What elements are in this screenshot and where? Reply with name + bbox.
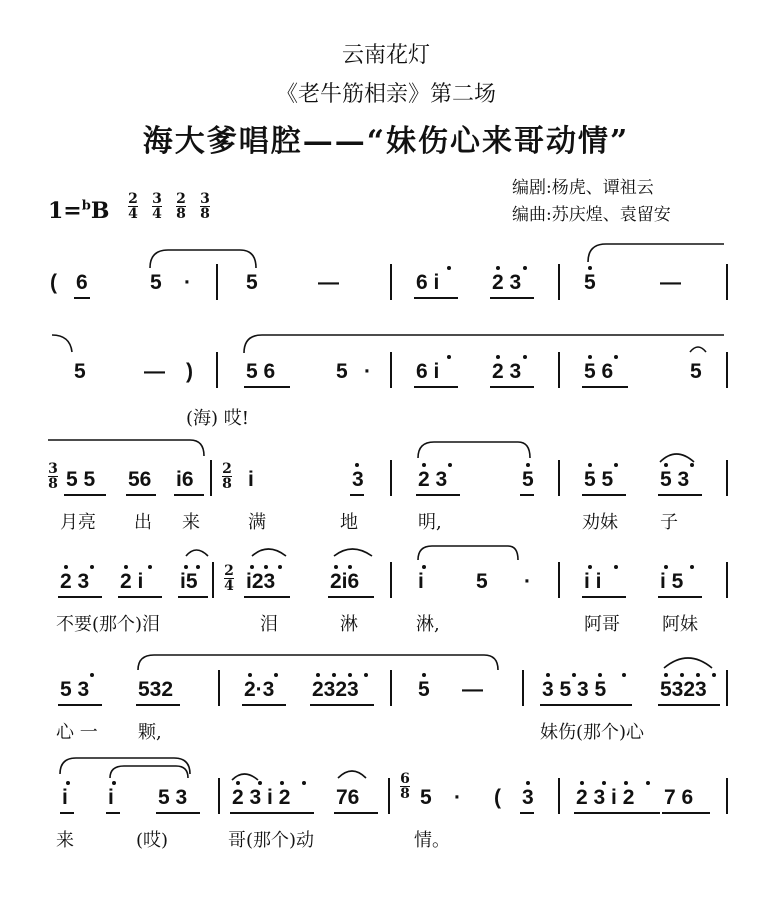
barline: [558, 460, 560, 496]
high-dot: [258, 781, 262, 785]
barline: [726, 352, 728, 388]
underline: [658, 596, 702, 598]
underline: [178, 596, 208, 598]
high-dot: [664, 463, 668, 467]
underline: [136, 704, 180, 706]
underline: [520, 812, 534, 814]
meter-2-4: 2 4: [128, 191, 138, 222]
genre-heading: 云南花灯: [341, 43, 430, 68]
high-dot: [447, 266, 451, 270]
lyric: 淋,: [416, 614, 440, 635]
note: 5: [74, 360, 86, 383]
note-pair: 76: [336, 786, 360, 809]
high-dot: [334, 565, 338, 569]
note-group: 2·3: [244, 678, 275, 701]
note: 5: [420, 786, 432, 809]
high-dot: [580, 781, 584, 785]
barline: [726, 460, 728, 496]
augmentation-dot: ·: [454, 786, 461, 809]
underline: [658, 494, 702, 496]
high-dot: [422, 463, 426, 467]
high-dot: [348, 673, 352, 677]
lyric: 淋: [340, 614, 358, 635]
note: 5: [246, 271, 258, 294]
underline: [64, 494, 106, 496]
note: 6: [76, 271, 88, 294]
note-pair: 2 3: [418, 468, 448, 491]
note: 5: [336, 360, 348, 383]
high-dot: [236, 781, 240, 785]
underline: [574, 812, 660, 814]
note-pair: 5 6: [246, 360, 276, 383]
barline: [390, 352, 392, 388]
high-dot: [248, 673, 252, 677]
barline: [558, 264, 560, 300]
high-dot: [690, 565, 694, 569]
barline: [216, 264, 218, 300]
barline: [522, 670, 524, 706]
note: 3: [352, 468, 364, 491]
meter-3-8: 3 8: [48, 461, 58, 492]
underline: [582, 386, 628, 388]
high-dot: [447, 355, 451, 359]
high-dot: [90, 565, 94, 569]
dash: —: [144, 360, 165, 383]
note-pair: i6: [176, 468, 194, 491]
lyric: (海) 哎!: [186, 408, 249, 429]
high-dot: [422, 565, 426, 569]
high-dot: [614, 565, 618, 569]
note-pair: i i: [584, 570, 602, 593]
note-pair: i 5: [660, 570, 684, 593]
high-dot: [302, 781, 306, 785]
lyric: 月亮: [60, 512, 96, 533]
underline: [414, 386, 458, 388]
underline: [106, 812, 120, 814]
note-pair: 2 3: [60, 570, 90, 593]
high-dot: [622, 673, 626, 677]
underline: [242, 704, 286, 706]
high-dot: [588, 565, 592, 569]
high-dot: [66, 781, 70, 785]
lyric: 泪: [260, 614, 278, 635]
barline: [558, 562, 560, 598]
high-dot: [64, 565, 68, 569]
meter-2-8: 2 8: [176, 191, 186, 222]
note-pair: 5 5: [66, 468, 96, 491]
note-pair: 2 3: [492, 360, 522, 383]
note-group: 2 3 i 2: [232, 786, 291, 809]
high-dot: [196, 565, 200, 569]
underline: [58, 704, 102, 706]
note: i: [418, 570, 424, 593]
underline: [334, 812, 378, 814]
note-pair: 56: [128, 468, 152, 491]
barline: [726, 562, 728, 598]
underline: [244, 596, 290, 598]
note: 5: [418, 678, 430, 701]
underline: [658, 704, 720, 706]
lyric: (哎): [136, 830, 169, 851]
barline: [558, 778, 560, 814]
note: 3: [522, 786, 534, 809]
note-pair: 5 3: [60, 678, 90, 701]
high-dot: [124, 565, 128, 569]
underline: [350, 494, 364, 496]
dash: —: [318, 271, 339, 294]
barline: [390, 562, 392, 598]
lyric: 明,: [418, 512, 442, 533]
note-group: 3 5 3 5: [542, 678, 607, 701]
high-dot: [546, 673, 550, 677]
note-pair: 6 i: [416, 271, 440, 294]
underline: [126, 494, 156, 496]
high-dot: [274, 673, 278, 677]
underline: [58, 596, 102, 598]
augmentation-dot: ·: [184, 271, 191, 294]
note: 5: [150, 271, 162, 294]
note-pair: 2 i: [120, 570, 144, 593]
high-dot: [422, 673, 426, 677]
barline: [388, 778, 390, 814]
composer-credit: 编曲:苏庆煌、袁留安: [512, 205, 671, 225]
barline: [558, 352, 560, 388]
high-dot: [278, 565, 282, 569]
underline: [156, 812, 200, 814]
note-group: 2 3 i 2: [576, 786, 635, 809]
note-pair: 6 i: [416, 360, 440, 383]
barline: [218, 670, 220, 706]
underline: [490, 297, 534, 299]
high-dot: [496, 266, 500, 270]
lyric: 阿妹: [662, 614, 698, 635]
note-group: 532: [138, 678, 174, 701]
note-group: i23: [246, 570, 276, 593]
high-dot: [614, 463, 618, 467]
meter-3-8: 3 8: [200, 191, 210, 222]
note-pair: 5 6: [584, 360, 614, 383]
high-dot: [602, 781, 606, 785]
underline: [118, 596, 162, 598]
note-group: 2323: [312, 678, 359, 701]
high-dot: [588, 355, 592, 359]
lyricist-credit: 编剧:杨虎、谭祖云: [512, 178, 654, 198]
underline: [582, 596, 626, 598]
high-dot: [523, 266, 527, 270]
high-dot: [664, 565, 668, 569]
note-pair: 2 3: [492, 271, 522, 294]
barline: [216, 352, 218, 388]
lyric: 不要(那个)泪: [56, 614, 161, 635]
underline: [540, 704, 632, 706]
note-pair: 5 5: [584, 468, 614, 491]
note-pair: 5 3: [660, 468, 690, 491]
high-dot: [316, 673, 320, 677]
underline: [490, 386, 534, 388]
high-dot: [664, 673, 668, 677]
meter-3-4: 3 4: [152, 191, 162, 222]
note: i: [108, 786, 114, 809]
high-dot: [614, 355, 618, 359]
high-dot: [588, 266, 592, 270]
meter-2-4: 2 4: [224, 563, 234, 594]
underline: [414, 297, 458, 299]
high-dot: [355, 463, 359, 467]
high-dot: [526, 781, 530, 785]
barline: [218, 778, 220, 814]
barline: [212, 562, 214, 598]
note-pair: 5 3: [158, 786, 188, 809]
barline: [726, 670, 728, 706]
high-dot: [680, 673, 684, 677]
lyric: 地: [340, 512, 358, 533]
barline: [390, 460, 392, 496]
meter-6-8: 6 8: [400, 771, 410, 802]
underline: [582, 494, 626, 496]
high-dot: [598, 673, 602, 677]
lyric: 来: [56, 830, 74, 851]
note-group: 2i6: [330, 570, 360, 593]
lyric: 心 一: [56, 722, 98, 743]
note: 5: [584, 271, 596, 294]
lyric: 情。: [414, 830, 450, 851]
underline: [310, 704, 374, 706]
high-dot: [646, 781, 650, 785]
augmentation-dot: ·: [364, 360, 371, 383]
underline: [60, 812, 74, 814]
high-dot: [588, 463, 592, 467]
underline: [416, 494, 460, 496]
note: 5: [690, 360, 702, 383]
underline: [520, 494, 534, 496]
high-dot: [696, 673, 700, 677]
note: 5: [522, 468, 534, 491]
high-dot: [712, 673, 716, 677]
dash: —: [660, 271, 681, 294]
note-pair: 7 6: [664, 786, 694, 809]
barline: [210, 460, 212, 496]
high-dot: [90, 673, 94, 677]
high-dot: [496, 355, 500, 359]
barline: [726, 778, 728, 814]
high-dot: [690, 463, 694, 467]
paren-close: ): [186, 360, 193, 383]
high-dot: [624, 781, 628, 785]
lyric: 来: [182, 512, 200, 533]
high-dot: [526, 463, 530, 467]
lyric: 子: [660, 512, 678, 533]
note: i: [248, 468, 254, 491]
paren-open: (: [494, 786, 501, 809]
underline: [244, 386, 290, 388]
note: 5: [476, 570, 488, 593]
opera-heading: 《老牛筋相亲》第二场: [275, 82, 496, 107]
high-dot: [264, 565, 268, 569]
paren-open: (: [50, 271, 57, 294]
underline: [174, 494, 204, 496]
high-dot: [448, 463, 452, 467]
lyric: 出: [134, 512, 152, 533]
lyric: 哥(那个)动: [228, 830, 315, 851]
barline: [390, 670, 392, 706]
high-dot: [572, 673, 576, 677]
key-signature: 1=$^b$B: [48, 198, 110, 224]
dash: —: [462, 678, 483, 701]
high-dot: [332, 673, 336, 677]
lyric: 满: [248, 512, 266, 533]
augmentation-dot: ·: [524, 570, 531, 593]
high-dot: [280, 781, 284, 785]
high-dot: [523, 355, 527, 359]
high-dot: [112, 781, 116, 785]
underline: [662, 812, 710, 814]
note-pair: i5: [180, 570, 198, 593]
high-dot: [364, 673, 368, 677]
note: i: [62, 786, 68, 809]
note-group: 5323: [660, 678, 707, 701]
high-dot: [184, 565, 188, 569]
high-dot: [348, 565, 352, 569]
high-dot: [148, 565, 152, 569]
underline: [74, 297, 90, 299]
underline: [230, 812, 314, 814]
meter-2-8: 2 8: [222, 461, 232, 492]
lyric: 劝妹: [582, 512, 618, 533]
underline: [328, 596, 374, 598]
lyric: 颗,: [138, 722, 162, 743]
lyric: 阿哥: [584, 614, 620, 635]
aria-title: 海大爹唱腔——“妹伤心来哥动情”: [142, 124, 630, 159]
lyric: 妹伤(那个)心: [540, 722, 645, 743]
barline: [390, 264, 392, 300]
barline: [726, 264, 728, 300]
high-dot: [250, 565, 254, 569]
